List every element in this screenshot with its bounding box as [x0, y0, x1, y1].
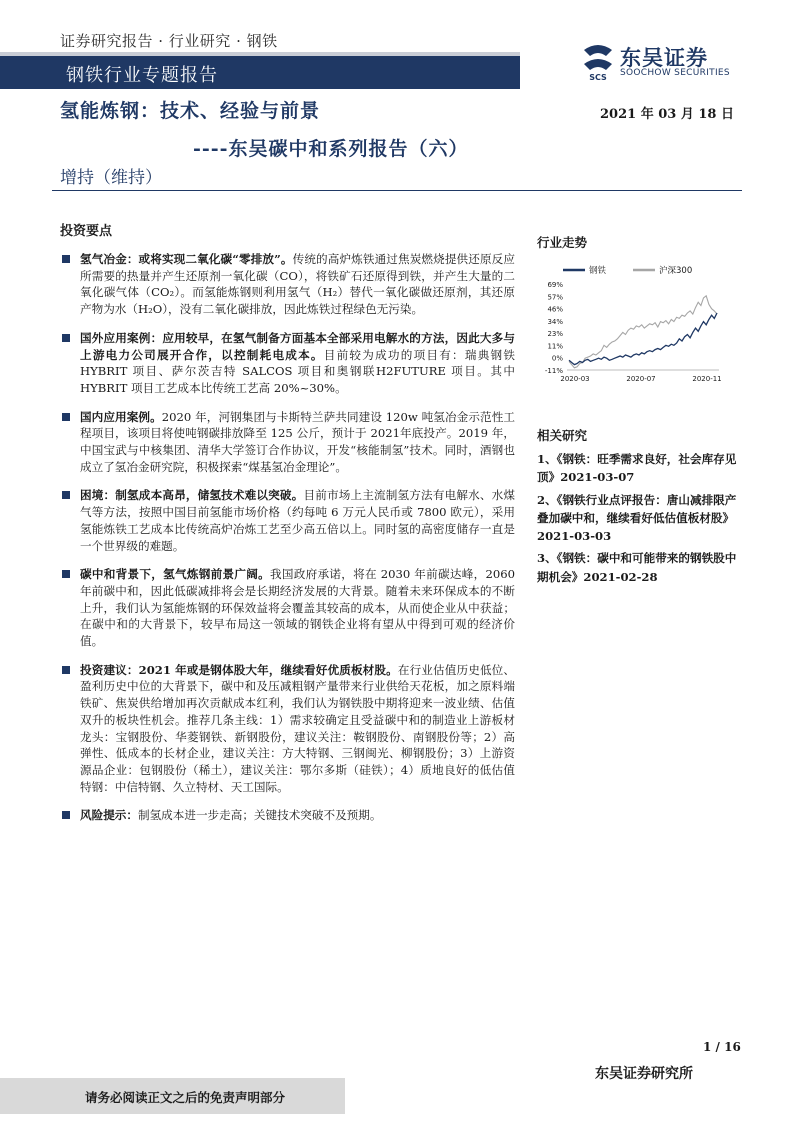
point-item — [60, 566, 515, 650]
x-tick-label: 2020-07 — [626, 375, 656, 383]
disclaimer-text: 请务必阅读正文之后的免责声明部分 — [85, 1090, 286, 1105]
related-item[interactable]: 3、《钢铁：碳中和可能带来的钢铁股中期机会》2021-02-28 — [537, 551, 737, 584]
disclaimer-bar — [0, 1078, 345, 1114]
point-item — [60, 487, 515, 554]
brand-name: 东吴证券 — [620, 46, 708, 70]
point-item — [60, 807, 515, 824]
y-tick-label: 57% — [547, 293, 563, 302]
trend-heading: 行业走势 — [537, 235, 588, 250]
rating: 增持（维持） — [60, 168, 162, 188]
legend-steel-label: 钢铁 — [589, 266, 607, 276]
point-lead: 碳中和背景下，氢气炼钢前景广阔。 — [80, 567, 270, 582]
point-item — [60, 251, 515, 318]
brand-mark-icon — [580, 42, 616, 82]
breadcrumb: 证券研究报告 · 行业研究 · 钢铁 — [60, 32, 278, 50]
page-number: 1 / 16 — [703, 1040, 741, 1054]
report-title: 氢能炼钢：技术、经验与前景 — [60, 100, 321, 122]
divider — [52, 190, 742, 191]
point-body: 目前市场上主流制氢方法有电解水、水煤气等方法，按照中国目前氢能市场价格（约每吨 6 万元人民币或 7800 欧元），采用氢能炼铁工艺成本比传统高炉冶炼工艺至少高五倍以上。同时氢的高密度储存一直是一个世界级的难题。 — [80, 488, 515, 553]
point-lead: 风险提示： — [80, 808, 138, 823]
point-item — [60, 409, 515, 476]
related-heading: 相关研究 — [537, 428, 588, 443]
points-heading: 投资要点 — [60, 224, 113, 239]
related-item[interactable]: 1、《钢铁：旺季需求良好，社会库存见顶》2021-03-07 — [537, 452, 737, 485]
point-body: 我国政府承诺，将在 2030 年前碳达峰，2060 年前碳中和，因此低碳减排将会是长期经济发展的大背景。随着未来环保成本的不断上升，我们认为氢能炼钢的环保效益将会覆盖其较高的成本，从而使企业从中获益；在碳中和的大背景下，较早布局这一领域的钢铁企业将有望从中得到可观的经济价值。 — [80, 567, 515, 649]
report-date: 2021 年 03 月 18 日 — [600, 107, 734, 122]
brand-code: SCS — [589, 73, 607, 82]
point-item — [60, 662, 515, 796]
institute-name: 东吴证券研究所 — [595, 1066, 693, 1082]
y-tick-label: 46% — [547, 305, 563, 314]
y-tick-label: 0% — [551, 354, 563, 363]
y-tick-label: 34% — [547, 317, 563, 326]
point-lead: 国内应用案例。 — [80, 409, 162, 424]
trend-chart — [533, 258, 743, 390]
related-item[interactable]: 2、《钢铁行业点评报告：唐山减排限产叠加碳中和，继续看好低估值板材股》2021-03-03 — [537, 492, 737, 544]
point-lead: 氢气冶金：或将实现二氧化碳“零排放”。 — [80, 252, 293, 266]
chart-series — [569, 296, 717, 368]
point-body: 在行业估值历史低位、盈利历史中位的大背景下，碳中和及压减粗钢产量带来行业供给天花板，加之原料端铁矿、焦炭供给增加再次贡献成本红利，我们认为钢铁股中期将迎来一波业绩、估值双升的板块性机会。推荐几条主线：1）需求较确定且受益碳中和的制造业上游板材龙头：宝钢股份、华菱钢铁、新钢股份，建议关注：鞍钢股份、南钢股份等；2）高弹性、低成本的长材企业，建议关注：方大特钢、三钢闽光、柳钢股份；3）上游资源品企业：包钢股份（稀土），建议关注：鄂尔多斯（硅铁）；4）质地良好的低估值特钢：中信特钢、久立特材、天工国际。 — [80, 662, 515, 794]
related-list — [537, 446, 747, 586]
point-lead: 困境：制氢成本高昂，储氢技术难以突破。 — [80, 488, 304, 503]
y-tick-label: -11% — [544, 367, 563, 375]
brand-logo — [580, 40, 740, 84]
series-line-steel — [569, 313, 717, 365]
banner-title: 钢铁行业专题报告 — [66, 65, 218, 86]
investment-points — [60, 220, 515, 836]
series-line-index — [569, 296, 717, 368]
y-tick-label: 23% — [547, 330, 563, 339]
brand-name-en: SOOCHOW SECURITIES — [620, 68, 730, 78]
chart-axes — [545, 281, 722, 383]
y-tick-label: 69% — [547, 281, 563, 289]
x-tick-label: 2020-11 — [692, 375, 722, 383]
y-tick-label: 11% — [547, 342, 563, 351]
x-tick-label: 2020-03 — [560, 375, 590, 383]
point-body: 制氢成本进一步走高；关键技术突破不及预期。 — [137, 808, 382, 823]
point-lead: 国外应用案例：应用较早，在氢气制备方面基本全部采用电解水的方法，因此大多与上游电力公司展开合作，以控制耗电成本。 — [80, 330, 515, 362]
point-lead: 投资建议：2021 年或是钢体股大年，继续看好优质板材股。 — [80, 662, 398, 677]
header-banner — [0, 56, 520, 89]
report-subtitle: ----东吴碳中和系列报告（六） — [193, 138, 469, 160]
point-body: 目前较为成功的项目有：瑞典钢铁 HYBRIT 项目、萨尔茨吉特 SALCOS 项目和奥钢联H2FUTURE 项目。其中 HYBRIT 项目工艺成本比传统工艺高 20%~30%。 — [80, 347, 515, 395]
point-item — [60, 330, 515, 397]
legend-index-label: 沪深300 — [659, 266, 693, 276]
point-body: 2020 年，河钢集团与卡斯特兰萨共同建设 120w 吨氢冶金示范性工程项目，该项目将使吨钢碳排放降至 125 公斤，预计于 2021年底投产。2019 年，中国宝武与中核集团、清华大学签订合作协议，开发“核能制氢”技术。同时，酒钢也成立了氢冶金研究院，积极探索“煤基氢冶金理论”。 — [80, 409, 515, 474]
point-body: 传统的高炉炼铁通过焦炭燃烧提供还原反应所需要的热量并产生还原剂一氧化碳（CO），将铁矿石还原得到铁，并产生大量的二氧化碳气体（CO₂）。而氢能炼钢则利用氢气（H₂）替代一氧化碳做还原剂，其还原产物为水（H₂O），没有二氧化碳排放，因此炼铁过程绿色无污染。 — [80, 252, 515, 317]
